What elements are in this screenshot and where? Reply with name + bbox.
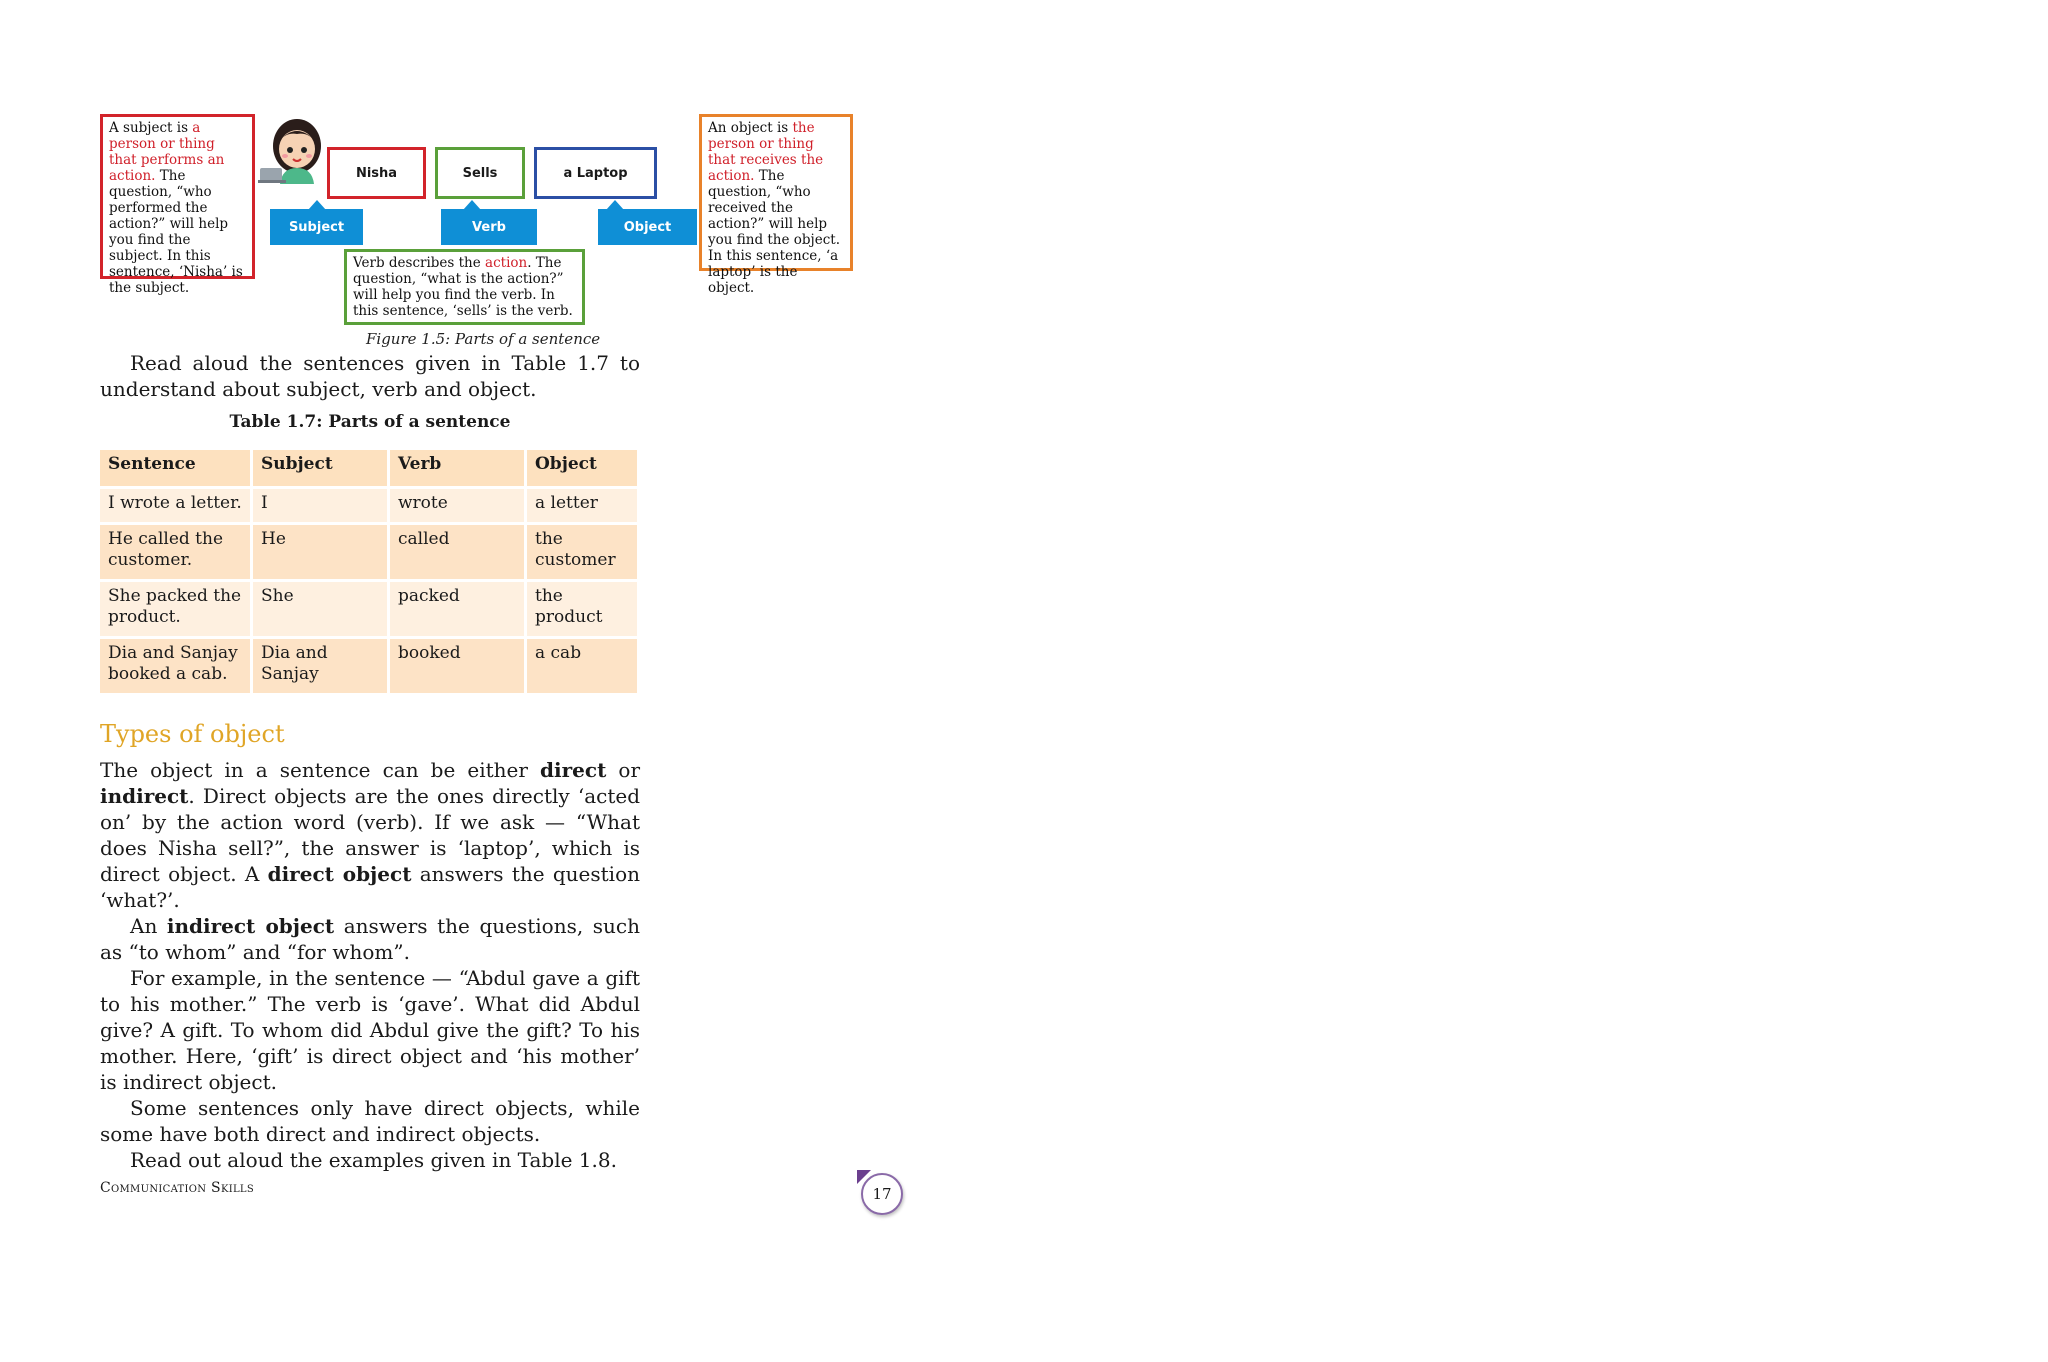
header-subject: Subject — [252, 450, 389, 488]
verb-callout-text-2: . The question, “what is the action?” will help you find the verb. In this sentence, ‘sells’ is the verb. — [353, 255, 573, 319]
footer-book-title: Communication Skills — [100, 1180, 255, 1196]
verb-callout — [344, 249, 585, 325]
object-callout-text: An object is — [708, 120, 793, 136]
p2-text-a: An — [130, 914, 167, 938]
table-row — [100, 638, 639, 695]
cell-object: the customer — [526, 524, 639, 581]
verb-tag — [441, 209, 537, 245]
subject-callout-text-2: The question, “who performed the action?” will help you find the subject. In this sentence, ‘Nisha’ is the subject. — [109, 168, 243, 296]
verb-tag-label: Verb — [472, 219, 506, 235]
table-title: Table 1.7: Parts of a sentence — [229, 412, 511, 432]
object-callout-highlight: the person or thing that receives the action. — [708, 120, 824, 184]
cell-sentence: He called the customer. — [100, 524, 252, 581]
cell-subject: She — [252, 581, 389, 638]
cell-sentence: She packed the product. — [100, 581, 252, 638]
cell-object: a letter — [526, 488, 639, 524]
section-body — [100, 757, 640, 1173]
paragraph-3: For example, in the sentence — “Abdul gave a gift to his mother.” The verb is ‘gave’. What did Abdul give? A gift. To whom did Abdul give the gift? To his mother. Here, ‘gift’ is direct object and ‘his mother’ is indirect object. — [100, 966, 640, 1094]
object-callout — [699, 114, 853, 296]
cell-object: a cab — [526, 638, 639, 695]
object-callout-text-2: The question, “who received the action?” will help you find the object. In this sentence, ‘a laptop’ is the object. — [708, 168, 840, 296]
word-laptop-label: a Laptop — [563, 165, 628, 181]
p1-text-e: answers the question ‘what?’. — [100, 862, 641, 912]
paragraph-5: Read out aloud the examples given in Table 1.8. — [130, 1148, 617, 1172]
p2-text-c: answers the questions, such as “to whom” and “for whom”. — [100, 914, 640, 964]
parts-table — [100, 450, 640, 696]
cell-subject: I — [252, 488, 389, 524]
p1-bold-direct-object: direct object — [267, 862, 412, 886]
p1-text-c: or — [606, 758, 641, 782]
figure-caption: Figure 1.5: Parts of a sentence — [366, 330, 601, 348]
header-verb: Verb — [389, 450, 526, 488]
subject-callout — [100, 114, 255, 296]
word-sells — [435, 147, 525, 199]
p1-text-d: . Direct objects are the ones directly ‘acted on’ by the action word (verb). If we ask — “What does Nisha sell?”, the answer is ‘laptop’, which is direct object. A — [100, 784, 640, 886]
word-laptop — [534, 147, 657, 199]
cell-verb: wrote — [389, 488, 526, 524]
intro-paragraph: Read aloud the sentences given in Table 1.7 to understand about subject, verb and object. — [100, 351, 640, 401]
table-row — [100, 524, 639, 581]
verb-callout-text: Verb describes the — [353, 255, 486, 271]
paragraph-2 — [100, 913, 640, 965]
section-heading: Types of object — [100, 720, 285, 748]
header-object: Object — [526, 450, 639, 488]
paragraph-1 — [100, 757, 640, 913]
subject-tag — [270, 209, 363, 245]
cell-object: the product — [526, 581, 639, 638]
page-number: 17 — [861, 1173, 903, 1215]
word-sells-label: Sells — [462, 165, 498, 181]
cell-verb: called — [389, 524, 526, 581]
cell-sentence: Dia and Sanjay booked a cab. — [100, 638, 252, 695]
cell-subject: He — [252, 524, 389, 581]
p1-bold-indirect: indirect — [100, 784, 189, 808]
page-corner-decoration — [857, 1170, 871, 1184]
object-tag — [598, 209, 697, 245]
p1-text-a: The object in a sentence can be either — [100, 758, 541, 782]
cell-subject: Dia and Sanjay — [252, 638, 389, 695]
word-nisha-label: Nisha — [355, 165, 398, 181]
cell-verb: booked — [389, 638, 526, 695]
subject-tag-label: Subject — [288, 219, 345, 235]
table-row — [100, 581, 639, 638]
subject-callout-highlight: a person or thing that performs an action. — [109, 120, 225, 184]
verb-callout-highlight: action — [485, 255, 528, 271]
object-tag-label: Object — [623, 219, 672, 235]
cell-verb: packed — [389, 581, 526, 638]
subject-callout-text: A subject is — [109, 120, 193, 136]
table-row — [100, 488, 639, 524]
p2-bold-indirect-object: indirect object — [166, 914, 335, 938]
p1-bold-direct: direct — [540, 758, 607, 782]
paragraph-4: Some sentences only have direct objects, while some have both direct and indirect objects. — [100, 1096, 640, 1146]
header-sentence: Sentence — [100, 450, 252, 488]
word-nisha — [327, 147, 426, 199]
girl-illustration — [256, 112, 334, 184]
table-header-row — [100, 450, 639, 488]
cell-sentence: I wrote a letter. — [100, 488, 252, 524]
